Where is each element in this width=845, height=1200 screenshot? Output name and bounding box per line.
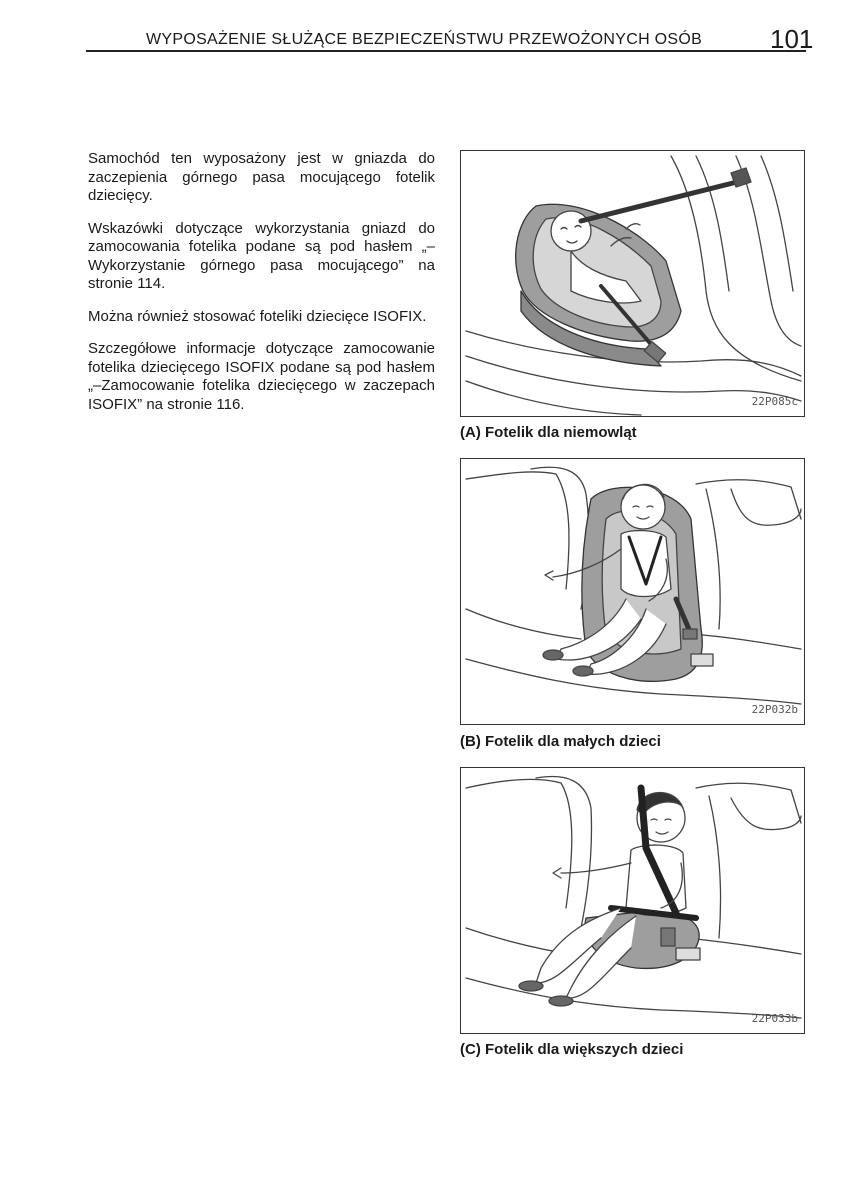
toddler-seat-illustration — [461, 459, 804, 724]
figure-toddler-seat — [460, 458, 805, 725]
figure-code: 22P033b — [751, 1012, 798, 1025]
header-rule — [86, 50, 806, 52]
figure-infant-seat — [460, 150, 805, 417]
paragraph: Samochód ten wyposażony jest w gniazda do zaczepienia górnego pasa mocującego fotelik dziecięcy. — [88, 150, 435, 204]
figure-caption: (C) Fotelik dla większych dzieci — [460, 1041, 684, 1058]
booster-seat-illustration — [461, 768, 804, 1033]
figure-booster-seat — [460, 767, 805, 1034]
figure-code: 22P085c — [751, 395, 798, 408]
paragraph: Wskazówki dotyczące wykorzystania gniazd do zamocowania fotelika podane są pod hasłem „–Wykorzystanie górnego pasa mocującego” na stronie 114. — [88, 219, 435, 292]
figure-code: 22P032b — [751, 703, 798, 716]
paragraph: Szczegółowe informacje dotyczące zamocowanie fotelika dziecięcego ISOFIX podane są pod hasłem „–Zamocowanie fotelika dziecięcego w zaczepach ISOFIX” na stronie 116. — [88, 340, 435, 413]
figure-caption: (A) Fotelik dla niemowląt — [460, 424, 637, 441]
running-header: WYPOSAŻENIE SŁUŻĄCE BEZPIECZEŃSTWU PRZEWOŻONYCH OSÓB — [146, 31, 703, 48]
figure-caption: (B) Fotelik dla małych dzieci — [460, 733, 661, 750]
paragraph: Można również stosować foteliki dziecięce ISOFIX. — [88, 307, 427, 325]
body-text — [88, 150, 435, 428]
page-number: 101 — [770, 24, 814, 54]
infant-seat-illustration — [461, 151, 804, 416]
